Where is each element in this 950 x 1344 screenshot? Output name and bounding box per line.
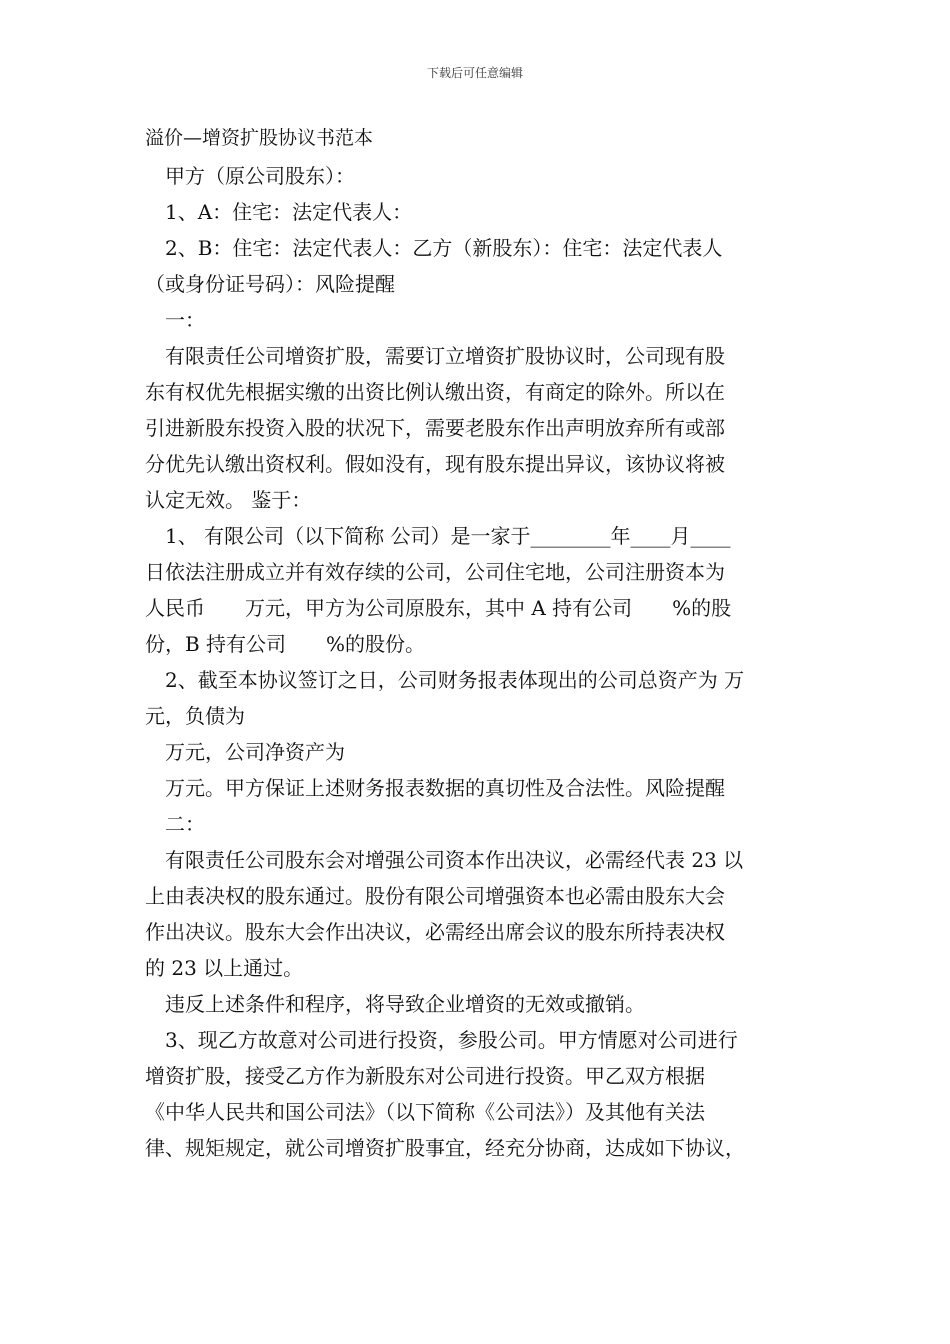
clause-3-line: 增资扩股，接受乙方作为新股东对公司进行投资。甲乙双方根据 [145, 1064, 705, 1088]
party-a-heading: 甲方（原公司股东）： [165, 164, 355, 188]
clause-3-line: 《中华人民共和国公司法》（以下简称《公司法》）及其他有关法 [145, 1100, 705, 1124]
text-line: 的 23 以上通过。 [145, 956, 304, 980]
document-body [145, 124, 813, 1166]
clause-3-line: 3、现乙方故意对公司进行投资，参股公司。甲方情愿对公司进行 [165, 1028, 738, 1052]
text-line: 引进新股东投资入股的状况下，需要老股东作出声明放弃所有或部 [145, 416, 725, 440]
clause-3-line: 律、规矩规定，就公司增资扩股事宜，经充分协商，达成如下协议， [145, 1136, 745, 1160]
risk-note-2-label: 二： [165, 812, 205, 836]
text-line: 东有权优先根据实缴的出资比例认缴出资，有商定的除外。所以在 [145, 380, 725, 404]
party-a-item-2: 2、B：住宅：法定代表人：乙方（新股东）：住宅：法定代表人 [165, 236, 723, 260]
party-a-item-1: 1、A：住宅：法定代表人： [165, 200, 413, 224]
clause-2-line: 2、截至本协议签订之日，公司财务报表体现出的公司总资产为 万 [165, 668, 745, 692]
text-line: 作出决议。股东大会作出决议，必需经出席会议的股东所持表决权 [145, 920, 725, 944]
clause-1-line: 1、 有限公司（以下简称 公司）是一家于________年____月____ [165, 524, 731, 548]
text-line: 上由表决权的股东通过。股份有限公司增强资本也必需由股东大会 [145, 884, 725, 908]
clause-2-line: 万元，公司净资产为 [165, 740, 345, 764]
text-line: 认定无效。 鉴于： [145, 488, 312, 512]
page-header: 下载后可任意编辑 [426, 66, 523, 80]
text-line: 有限责任公司股东会对增强公司资本作出决议，必需经代表 23 以 [165, 848, 744, 872]
risk-note-1-label: 一： [165, 308, 205, 332]
text-line: 分优先认缴出资权利。假如没有，现有股东提出异议，该协议将被 [145, 452, 725, 476]
clause-1-line: 人民币 万元，甲方为公司原股东，其中 A 持有公司 %的股 [145, 596, 732, 620]
document-title: 溢价—增资扩股协议书范本 [145, 127, 374, 149]
text-line: 有限责任公司增资扩股，需要订立增资扩股协议时，公司现有股 [165, 344, 725, 368]
clause-2-line: 万元。甲方保证上述财务报表数据的真切性及合法性。风险提醒 [165, 776, 725, 800]
party-b-id-line: （或身份证号码）：风险提醒 [145, 272, 395, 296]
clause-1-line: 日依法注册成立并有效存续的公司，公司住宅地，公司注册资本为 [145, 560, 725, 584]
text-line: 违反上述条件和程序，将导致企业增资的无效或撤销。 [165, 992, 645, 1016]
clause-2-line: 元，负债为 [145, 704, 245, 728]
clause-1-line: 份，B 持有公司 %的股份。 [145, 632, 426, 656]
